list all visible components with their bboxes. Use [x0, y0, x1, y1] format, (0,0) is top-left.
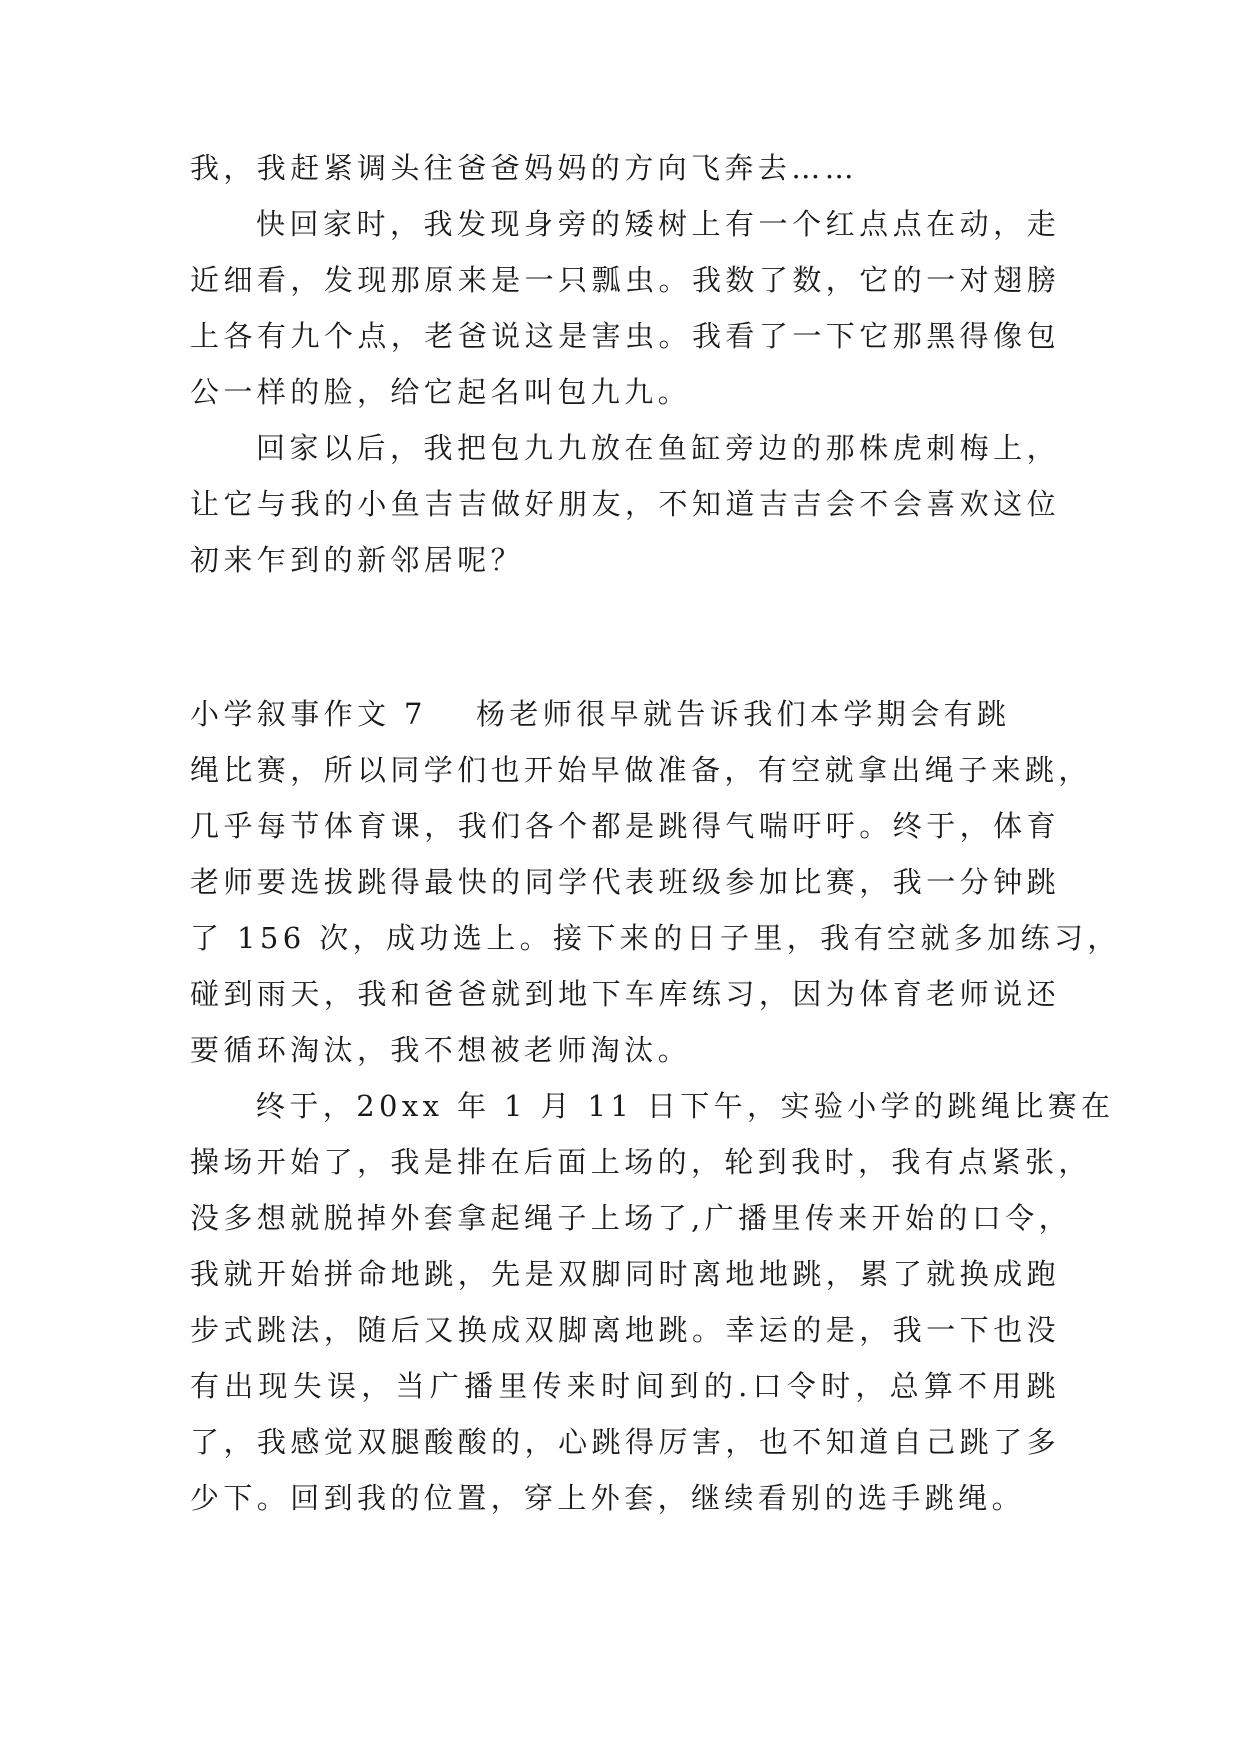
paragraph-new-neighbor: [190, 420, 1060, 588]
text-line: 有出现失误，当广播里传来时间到的.口令时，总算不用跳: [190, 1369, 1060, 1403]
section-first-line: [190, 686, 1060, 742]
text-line: 了 156 次，成功选上。接下来的日子里，我有空就多加练习，: [190, 921, 1121, 955]
text-line: 少下。回到我的位置，穿上外套，继续看别的选手跳绳。: [190, 1481, 1026, 1515]
text-line: 近细看，发现那原来是一只瓢虫。我数了数，它的一对翅膀: [190, 263, 1060, 297]
text-line: 回家以后，我把包九九放在鱼缸旁边的那株虎刺梅上，: [256, 431, 1060, 465]
text-line: 没多想就脱掉外套拿起绳子上场了,广播里传来开始的口令，: [190, 1201, 1073, 1235]
text-line: 快回家时，我发现身旁的矮树上有一个红点点在动，走: [256, 207, 1060, 241]
text-line: 碰到雨天，我和爸爸就到地下车库练习，因为体育老师说还: [190, 977, 1060, 1011]
text-line: 绳比赛，所以同学们也开始早做准备，有空就拿出绳子来跳，: [190, 753, 1092, 787]
text-line: 我就开始拼命地跳，先是双脚同时离地地跳，累了就换成跑: [190, 1257, 1060, 1291]
text-line: 老师要选拔跳得最快的同学代表班级参加比赛，我一分钟跳: [190, 865, 1060, 899]
text-line: 上各有九个点，老爸说这是害虫。我看了一下它那黑得像包: [190, 319, 1060, 353]
paragraph-competition: [190, 1078, 1115, 1526]
text-line: 了，我感觉双腿酸酸的，心跳得厉害，也不知道自己跳了多: [190, 1425, 1060, 1459]
text-line: 步式跳法，随后又换成双脚离地跳。幸运的是，我一下也没: [190, 1313, 1060, 1347]
paragraph-continuation: [190, 140, 1060, 196]
text-line: 几乎每节体育课，我们各个都是跳得气喘吁吁。终于，体育: [190, 809, 1060, 843]
section-first-line-text: 杨老师很早就告诉我们本学期会有跳: [476, 697, 1011, 731]
text-line: 让它与我的小鱼吉吉做好朋友，不知道吉吉会不会喜欢这位: [190, 487, 1060, 521]
text-line: 操场开始了，我是排在后面上场的，轮到我时，我有点紧张，: [190, 1145, 1092, 1179]
section-essay-7: [190, 686, 1121, 1078]
section-title: 小学叙事作文 7: [190, 697, 427, 731]
text-line: 公一样的脸，给它起名叫包九九。: [190, 375, 692, 409]
text-line: 终于，20xx 年 1 月 11 日下午，实验小学的跳绳比赛在: [256, 1089, 1115, 1123]
text-line: 初来乍到的新邻居呢？: [190, 543, 525, 577]
text-line: 要循环淘汰，我不想被老师淘汰。: [190, 1033, 692, 1067]
paragraph-ladybug: [190, 196, 1060, 420]
text-line: 我，我赶紧调头往爸爸妈妈的方向飞奔去……: [190, 151, 859, 185]
